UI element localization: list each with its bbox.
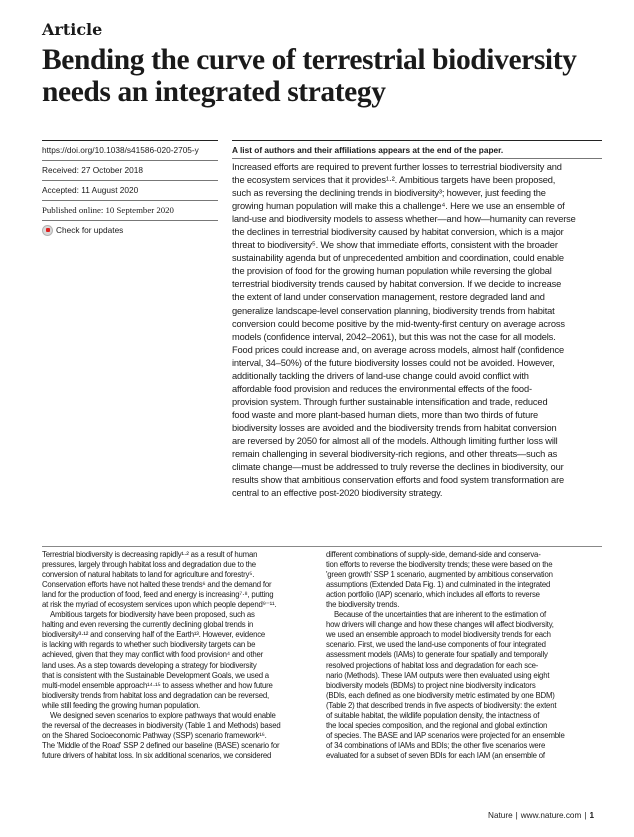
body-text-line: we used an ensemble approach to model biodiversity trends for each (326, 630, 551, 640)
body-text-line: of species. The BASE and IAP scenarios were projected for an ensemble (326, 730, 565, 740)
body-text-line: achieved, given that they may conflict with food provision⁴ and other (42, 650, 263, 660)
article-title (42, 44, 602, 108)
abstract-line: land-use and biodiversity models to assess whether—and how—humanity can reverse (232, 214, 576, 225)
page-number: 1 (589, 811, 594, 820)
page-footer: Nature | www.nature.com | 1 (488, 811, 594, 820)
abstract-line: models (confidence interval, 2042–2061), but this was not the case for all models. (232, 331, 556, 342)
section-divider (42, 546, 602, 547)
abstract-line: the ecosystem services that it provides¹·². Ambitious targets have been proposed, (232, 175, 556, 186)
accepted-date: Accepted: 11 August 2020 (42, 180, 218, 200)
article-type-label: Article (42, 20, 103, 39)
body-text-line: 'green growth' SSP 1 scenario, augmented by ambitious conservation (326, 570, 553, 580)
body-text-line: We designed seven scenarios to explore pathways that would enable (50, 710, 276, 720)
abstract-line: the extent of land under conservation management, restore degraded land and (232, 292, 545, 303)
body-text-line: land uses. As a step towards developing a strategy for biodiversity (42, 660, 257, 670)
abstract-line: threat to biodiversity⁵. We show that immediate efforts, consistent with the broader (232, 240, 558, 251)
body-text-line: action portfolio (IAP) scenario, which includes all efforts to reverse (326, 590, 540, 600)
doi-link[interactable]: https://doi.org/10.1038/s41586-020-2705-y (42, 140, 218, 160)
body-text-line: the local species composition, and the regional and global extinction (326, 720, 548, 730)
body-text-line: Conservation efforts have not halted these trends⁶ and the demand for (42, 580, 272, 590)
body-text-line: different combinations of supply-side, demand-side and conserva- (326, 550, 541, 559)
body-text-line: of suitable habitat, the wildlife population density, the intactness of (326, 710, 540, 720)
journal-name: Nature (488, 811, 513, 820)
abstract-line: biodiversity losses are avoided and the biodiversity trends from habitat conversion (232, 422, 557, 433)
check-updates-label: Check for updates (56, 225, 124, 235)
abstract-line: provision system. Through further sustainable intensification and trade, reduced (232, 396, 548, 407)
body-text-line: (BDIs, each defined as one biodiversity metric estimated by one BDM) (326, 690, 555, 700)
abstract-line: are reversed by 2050 for almost all of the models. Although limiting further loss will (232, 435, 558, 446)
abstract (232, 158, 602, 500)
crossmark-icon (42, 225, 53, 236)
published-date: Published online: 10 September 2020 (42, 200, 218, 220)
abstract-line: additionally tackling the drivers of land-use change could avoid conflict with (232, 370, 529, 381)
body-text-line: while still feeding the growing human population. (42, 700, 200, 710)
abstract-line: generalize landscape-level conservation planning, biodiversity trends from habitat (232, 305, 555, 316)
body-text-line: halting and even reversing the currently declining global trends in (42, 620, 254, 630)
abstract-line: such as reversing the declining trends in biodiversity³; however, just feeding the (232, 188, 546, 199)
body-text-line: that is consistent with the Sustainable Development Goals, we used a (42, 670, 269, 680)
abstract-line: food waste and more plant-based human diets, more than two thirds of future (232, 409, 539, 420)
body-text-line: The 'Middle of the Road' SSP 2 defined our baseline (BASE) scenario for (42, 740, 280, 750)
body-text-line: assumptions (Extended Data Fig. 1) and culminated in the integrated (326, 580, 551, 590)
abstract-line: the provision of food for the growing human population while reversing the global (232, 266, 552, 277)
body-text-line: on the Shared Socioeconomic Pathway (SSP) scenario framework¹⁶. (42, 730, 267, 740)
abstract-line: affordable food provision and reduces the environmental effects of the food- (232, 383, 532, 394)
body-text-line: is lacking with regards to whether such biodiversity targets can be (42, 640, 256, 650)
body-text-line: multi-model ensemble approach¹⁴·¹⁵ to assess whether and how future (42, 680, 273, 690)
journal-url[interactable]: www.nature.com (520, 811, 582, 820)
article-metadata (42, 140, 218, 240)
body-text-line: land for the production of food, feed and energy is increasing⁷·⁸, putting (42, 590, 274, 600)
abstract-line: remain challenging in several biodiversity-rich regions, and other threats—such as (232, 449, 558, 460)
body-text-line: the reversal of the decreases in biodiversity (Table 1 and Methods) based (42, 720, 281, 730)
body-text-line: pressures, largely through habitat loss and degradation due to the (42, 560, 256, 570)
body-text-line: of 34 combinations of IAMs and BDIs; the other five scenarios were (326, 740, 546, 750)
abstract-line: sustainability agenda but of unprecedented ambition and coordination, could enable (232, 253, 564, 264)
body-text-line: tion efforts to reverse the biodiversity trends; these were based on the (326, 560, 553, 570)
body-text-line: assessment models (IAMs) to generate four spatially and temporally (326, 650, 548, 660)
body-text-line: biodiversity³·¹² and conserving half of the Earth¹³. However, evidence (42, 630, 266, 640)
body-text-line: nario (Methods). These IAM outputs were then evaluated using eight (326, 670, 550, 680)
title-line: needs an integrated strategy (42, 76, 386, 108)
body-text-line: at risk the myriad of ecosystem services upon which people depend⁹⁻¹¹. (42, 600, 277, 610)
check-updates-button[interactable] (42, 220, 218, 240)
body-text-line: how drivers will change and how these changes will affect biodiversity, (326, 620, 554, 630)
title-line: Bending the curve of terrestrial biodiversity (42, 44, 577, 76)
abstract-line: Food prices could increase and, on average across models, almost half (confidence (232, 344, 565, 355)
body-column-left (42, 550, 318, 761)
body-text-line: evaluated for a subset of seven BDIs for each IAM (an ensemble of (326, 750, 545, 760)
body-column-right (326, 550, 602, 761)
abstract-line: terrestrial biodiversity trends caused by habitat conversion. If we decide to increase (232, 279, 562, 290)
received-date: Received: 27 October 2018 (42, 160, 218, 180)
body-text-line: the biodiversity trends. (326, 600, 400, 610)
abstract-line: results show that ambitious conservation efforts and food system transformation are (232, 475, 565, 486)
body-text-line: resolved projections of habitat loss and degradation for each sce- (326, 660, 539, 670)
authors-note: A list of authors and their affiliations appears at the end of the paper. (232, 140, 602, 156)
body-text-line: Ambitious targets for biodiversity have been proposed, such as (50, 610, 255, 620)
abstract-line: conversion could become positive by the mid-twenty-first century on average across (232, 318, 565, 329)
body-text-line: (Table 2) that described trends in five aspects of biodiversity: the extent (326, 700, 557, 710)
abstract-line: the declines in terrestrial biodiversity caused by habitat conversion, which is a major (232, 227, 564, 238)
abstract-line: growing human population will make this a challenge⁴. Here we use an ensemble of (232, 201, 565, 212)
abstract-line: Increased efforts are required to prevent further losses to terrestrial biodiversity and (232, 162, 562, 172)
body-text-line: biodiversity models (BDMs) to project nine biodiversity indicators (326, 680, 536, 690)
body-text-line: scenario. First, we used the land-use components of four integrated (326, 640, 546, 650)
abstract-line: central to an effective post-2020 biodiversity strategy. (232, 488, 443, 499)
body-text-line: future drivers of habitat loss. In six additional scenarios, we considered (42, 750, 272, 760)
abstract-line: interval, 34–50%) of the future biodiversity losses could not be avoided. However, (232, 357, 555, 368)
body-text-line: Terrestrial biodiversity is decreasing rapidly¹·² as a result of human (42, 550, 258, 559)
body-text-line: conversion of natural habitats to land for agriculture and forestry⁵. (42, 570, 255, 580)
abstract-line: climate change—must be addressed to truly reverse the declines in biodiversity, our (232, 462, 564, 473)
body-text-line: biodiversity trends from habitat loss and degradation can be reversed, (42, 690, 269, 700)
body-text-line: Because of the uncertainties that are inherent to the estimation of (334, 610, 546, 620)
